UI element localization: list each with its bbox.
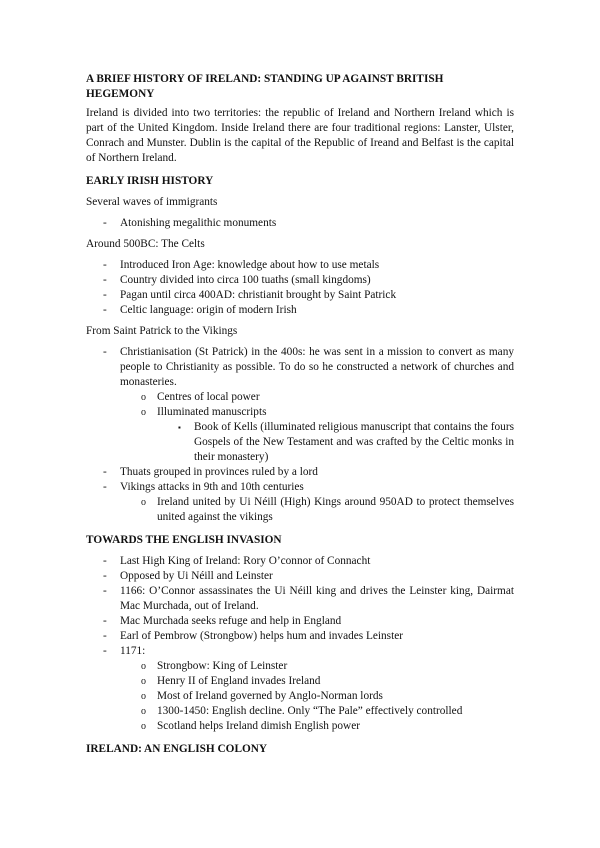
list-item: - Christianisation (St Patrick) in the 400s: he was sent in a mission to convert as many people to Christianity as possible. To do so he constructed a network of churches and monasteries.	[103, 346, 514, 388]
document-title: A BRIEF HISTORY OF IRELAND: STANDING UP AGAINST BRITISH HEGEMONY	[86, 73, 444, 100]
dash-marker: -	[103, 274, 107, 286]
sub-list-item: o Strongbow: King of Leinster	[141, 660, 288, 672]
list-item: - Mac Murchada seeks refuge and help in England	[103, 615, 342, 627]
list-celts	[86, 258, 514, 318]
sub-list-item: o Centres of local power	[141, 391, 260, 403]
sub-list-item: o 1300-1450: English decline. Only “The Pale” effectively controlled	[141, 705, 463, 717]
intro-paragraph: Ireland is divided into two territories: the republic of Ireland and Northern Ireland which is part of the United Kingdom. Inside Ireland there are four traditional regions: Lanster, Ulster, Conrach and Munster. Dublin is the capital of the Republic of Ireand and Belfast is the capital of Northern Ireland.	[86, 107, 514, 164]
circle-marker: o	[141, 721, 146, 732]
circle-marker: o	[141, 407, 146, 418]
document-page	[86, 72, 514, 763]
list-invasion	[86, 554, 514, 734]
circle-marker: o	[141, 661, 146, 672]
section-heading-colony: IRELAND: AN ENGLISH COLONY	[86, 743, 268, 755]
dash-marker: -	[103, 289, 107, 301]
sub-list-item: o Henry II of England invades Ireland	[141, 675, 321, 687]
dash-marker: -	[103, 304, 107, 316]
list-waves	[86, 216, 514, 231]
list-item: - Pagan until circa 400AD: christianit brought by Saint Patrick	[103, 289, 397, 301]
dash-marker: -	[103, 645, 107, 657]
dash-marker: -	[103, 217, 107, 229]
section-heading-invasion: TOWARDS THE ENGLISH INVASION	[86, 534, 282, 546]
circle-marker: o	[141, 392, 146, 403]
sub-list-item: o Most of Ireland governed by Anglo-Norman lords	[141, 690, 383, 702]
sub-list-item: o Ireland united by Ui Néill (High) Kings around 950AD to protect themselves united against the vikings	[141, 496, 514, 523]
circle-marker: o	[141, 497, 146, 508]
dash-marker: -	[103, 555, 107, 567]
list-item: - Introduced Iron Age: knowledge about how to use metals	[103, 259, 380, 271]
dash-marker: -	[103, 570, 107, 582]
list-item: - 1171:	[103, 645, 146, 657]
lead-patrick: From Saint Patrick to the Vikings	[86, 325, 238, 337]
dash-marker: -	[103, 259, 107, 271]
list-item: - Country divided into circa 100 tuaths (small kingdoms)	[103, 274, 371, 286]
list-item: - 1166: O’Connor assassinates the Ui Néill king and drives the Leinster king, Dairmat Mac Murchada, out of Ireland.	[103, 585, 514, 612]
dash-marker: -	[103, 481, 107, 493]
list-item: - Earl of Pembrow (Strongbow) helps hum and invades Leinster	[103, 630, 403, 642]
list-patrick	[86, 345, 514, 525]
lead-celts: Around 500BC: The Celts	[86, 238, 205, 250]
circle-marker: o	[141, 676, 146, 687]
list-item: - Last High King of Ireland: Rory O’connor of Connacht	[103, 555, 371, 567]
dash-marker: -	[103, 630, 107, 642]
sub-list-item: o Scotland helps Ireland dimish English power	[141, 720, 360, 732]
lead-waves: Several waves of immigrants	[86, 196, 218, 208]
list-item: - Opposed by Ui Néill and Leinster	[103, 570, 273, 582]
circle-marker: o	[141, 691, 146, 702]
section-heading-early: EARLY IRISH HISTORY	[86, 175, 214, 187]
sub-sub-list-item: ▪ Book of Kells (illuminated religious manuscript that contains the fours Gospels of the New Testament and was crafted by the Celtic monks in their monastery)	[178, 421, 514, 463]
list-item: - Atonishing megalithic monuments	[103, 217, 277, 229]
list-item: - Celtic language: origin of modern Irish	[103, 304, 297, 316]
dash-marker: -	[103, 585, 107, 597]
list-item: - Thuats grouped in provinces ruled by a lord	[103, 466, 318, 478]
list-item: - Vikings attacks in 9th and 10th centuries	[103, 481, 304, 493]
circle-marker: o	[141, 706, 146, 717]
dash-marker: -	[103, 346, 107, 358]
dash-marker: -	[103, 615, 107, 627]
sub-list-item: o Illuminated manuscripts	[141, 406, 267, 418]
square-marker: ▪	[178, 423, 181, 432]
dash-marker: -	[103, 466, 107, 478]
